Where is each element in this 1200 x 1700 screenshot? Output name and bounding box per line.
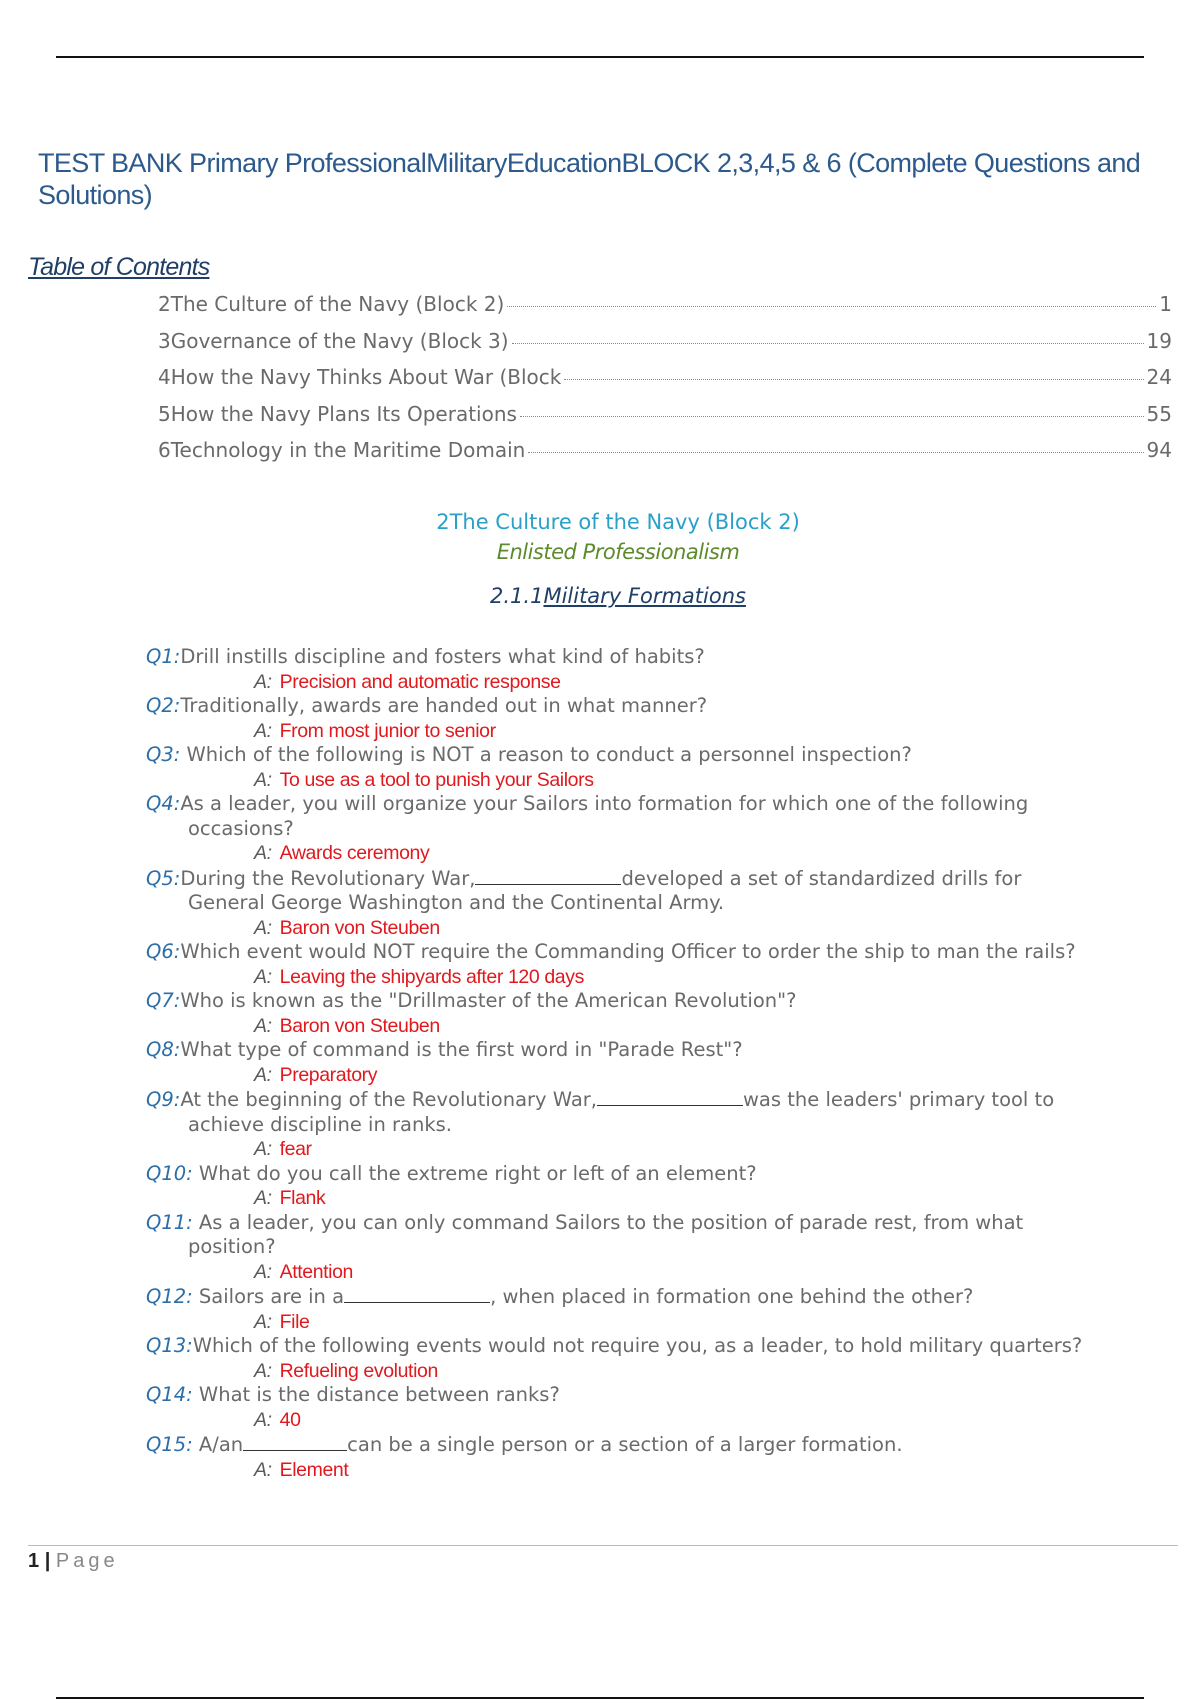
- toc-entry-page[interactable]: 24: [1146, 365, 1172, 389]
- answer-text: Attention: [279, 1260, 353, 1283]
- footer-separator: |: [44, 1550, 51, 1572]
- answer: [146, 1063, 1086, 1088]
- answer-label: A:: [254, 1260, 272, 1283]
- fill-in-blank: [597, 1087, 743, 1106]
- answer: [146, 768, 1086, 793]
- question-number: Q10:: [146, 1161, 193, 1185]
- answer-label: A:: [254, 670, 272, 693]
- answer-text: Refueling evolution: [279, 1359, 438, 1382]
- subsection-number: 2.1.1: [490, 584, 544, 608]
- question-number: Q2:: [146, 694, 181, 717]
- section-subtitle: Enlisted Professionalism: [496, 540, 740, 564]
- question-text-continued: was the leaders' primary tool to achieve discipline in ranks.: [188, 1088, 1055, 1136]
- question: [146, 1211, 1086, 1260]
- question: [146, 1432, 1086, 1458]
- question-number: Q15:: [146, 1433, 193, 1456]
- toc-leader-dots: [507, 306, 1156, 307]
- answer-text: Flank: [279, 1187, 326, 1209]
- footer-page-word: Page: [55, 1550, 119, 1572]
- answer: [146, 670, 1086, 695]
- fill-in-blank: [243, 1432, 347, 1451]
- page-footer: [28, 1550, 119, 1573]
- answer: [146, 1310, 1086, 1335]
- answer: [146, 1014, 1086, 1039]
- footer-page-number: 1: [28, 1550, 40, 1572]
- toc-entry[interactable]: [158, 438, 1172, 475]
- answer-label: A:: [254, 1014, 272, 1037]
- toc-entry-label[interactable]: 4How the Navy Thinks About War (Block: [158, 365, 562, 389]
- question-number: Q12:: [146, 1285, 193, 1308]
- answer-text: 40: [279, 1408, 301, 1431]
- question-number: Q5:: [146, 866, 181, 890]
- footer-rule: [28, 1545, 1178, 1546]
- question-text: What type of command is the first word in "Parade Rest"?: [180, 1038, 743, 1061]
- question-text-continued: , when placed in formation one behind the other?: [490, 1285, 974, 1308]
- answer-text: fear: [279, 1138, 312, 1160]
- answer: [146, 1186, 1086, 1211]
- answer-text: File: [279, 1310, 310, 1333]
- answer: [146, 1137, 1086, 1162]
- question-text: Traditionally, awards are handed out in what manner?: [180, 694, 708, 717]
- fill-in-blank: [475, 866, 621, 885]
- answer-text: Leaving the shipyards after 120 days: [279, 965, 584, 988]
- question: [146, 1284, 1086, 1310]
- question: [146, 1383, 1086, 1408]
- question-text: Sailors are in a: [192, 1285, 345, 1308]
- question-number: Q7:: [146, 989, 181, 1012]
- toc-entry-page[interactable]: 94: [1146, 438, 1172, 462]
- question-text: What do you call the extreme right or left of an element?: [192, 1161, 757, 1185]
- toc-entry-page[interactable]: 19: [1146, 328, 1172, 353]
- answer-text: Baron von Steuben: [279, 916, 440, 939]
- toc-leader-dots: [512, 343, 1144, 344]
- question: [146, 1334, 1086, 1359]
- toc-entry-label[interactable]: 3Governance of the Navy (Block 3): [158, 328, 509, 353]
- toc-heading: Table of Contents: [28, 253, 210, 281]
- question: [146, 792, 1086, 841]
- question-text-continued: can be a single person or a section of a larger formation.: [347, 1433, 903, 1456]
- toc-entry[interactable]: [158, 329, 1172, 366]
- question-text: At the beginning of the Revolutionary War,: [180, 1088, 597, 1111]
- question: [146, 989, 1086, 1014]
- table-of-contents: [158, 292, 1172, 475]
- answer: [146, 965, 1086, 990]
- answer-label: A:: [254, 916, 272, 939]
- question-text: Who is known as the "Drillmaster of the American Revolution"?: [180, 989, 797, 1012]
- document-title: TEST BANK Primary ProfessionalMilitaryEducationBLOCK 2,3,4,5 & 6 (Complete Questions and Solutions): [38, 148, 1141, 210]
- answer-label: A:: [254, 842, 272, 864]
- answer-label: A:: [254, 1063, 272, 1086]
- question: [146, 694, 1086, 719]
- question-number: Q1:: [146, 645, 181, 668]
- subsection-heading: [0, 584, 1200, 608]
- answer-label: A:: [254, 1187, 272, 1209]
- question-text: Which event would NOT require the Commanding Officer to order the ship to man the rails?: [180, 940, 1076, 963]
- answer-label: A:: [254, 1458, 272, 1481]
- subsection-name: Military Formations: [543, 584, 746, 608]
- question-number: Q8:: [146, 1038, 181, 1061]
- question: [146, 743, 1086, 768]
- question-text: Which of the following events would not require you, as a leader, to hold military quarters?: [192, 1334, 1083, 1357]
- question-text: Which of the following is NOT a reason to conduct a personnel inspection?: [180, 743, 912, 766]
- answer-text: Awards ceremony: [279, 842, 430, 864]
- toc-entry-page[interactable]: 1: [1159, 292, 1172, 316]
- toc-entry[interactable]: [158, 292, 1172, 329]
- question-text: During the Revolutionary War,: [180, 866, 476, 890]
- answer-label: A:: [254, 1408, 272, 1431]
- fill-in-blank: [344, 1284, 490, 1303]
- question-text-continued: developed a set of standardized drills for General George Washington and the Continental Army.: [188, 866, 1022, 914]
- answer-label: A:: [254, 1359, 272, 1382]
- toc-entry-label[interactable]: 5How the Navy Plans Its Operations: [158, 401, 517, 426]
- answer: [146, 1408, 1086, 1433]
- question-number: Q3:: [146, 743, 181, 766]
- footer-bottom-rule: [56, 1697, 1144, 1699]
- question: [146, 645, 1086, 670]
- toc-leader-dots: [564, 379, 1143, 380]
- answer: [146, 719, 1086, 744]
- header-rule: [56, 56, 1144, 58]
- question: [146, 866, 1086, 916]
- answer-label: A:: [254, 1310, 272, 1333]
- answer: [146, 916, 1086, 941]
- toc-entry-page[interactable]: 55: [1146, 401, 1172, 426]
- answer-text: Baron von Steuben: [279, 1014, 440, 1037]
- toc-entry[interactable]: [158, 402, 1172, 439]
- toc-entry[interactable]: [158, 365, 1172, 402]
- answer: [146, 1260, 1086, 1285]
- question: [146, 1162, 1086, 1187]
- answer-text: Element: [279, 1458, 349, 1481]
- answer-label: A:: [254, 768, 272, 791]
- question: [146, 1087, 1086, 1137]
- answer-text: From most junior to senior: [279, 719, 496, 742]
- answer-label: A:: [254, 1138, 272, 1160]
- answer-label: A:: [254, 965, 272, 988]
- question-text: Drill instills discipline and fosters what kind of habits?: [180, 645, 705, 668]
- question-text: A/an: [192, 1433, 244, 1456]
- toc-leader-dots: [528, 452, 1143, 453]
- question-number: Q9:: [146, 1088, 181, 1111]
- answer-text: Precision and automatic response: [279, 670, 561, 693]
- answer-text: Preparatory: [279, 1063, 378, 1086]
- question-number: Q13:: [146, 1334, 193, 1357]
- toc-entry-label[interactable]: 6Technology in the Maritime Domain: [158, 438, 526, 462]
- question-text: As a leader, you can only command Sailors to the position of parade rest, from what position?: [188, 1210, 1024, 1258]
- question-number: Q4:: [146, 792, 181, 815]
- question-text: As a leader, you will organize your Sailors into formation for which one of the following occasions?: [180, 792, 1029, 840]
- question-list: [146, 645, 1086, 1482]
- question-number: Q11:: [146, 1210, 193, 1234]
- toc-entry-label[interactable]: 2The Culture of the Navy (Block 2): [158, 292, 505, 316]
- toc-leader-dots: [520, 416, 1144, 417]
- question: [146, 1038, 1086, 1063]
- question-text: What is the distance between ranks?: [192, 1383, 560, 1406]
- answer: [146, 1359, 1086, 1384]
- answer: [146, 841, 1086, 866]
- answer-label: A:: [254, 719, 272, 742]
- answer-text: To use as a tool to punish your Sailors: [279, 768, 594, 791]
- question-number: Q14:: [146, 1383, 193, 1406]
- question: [146, 940, 1086, 965]
- section-title: 2The Culture of the Navy (Block 2): [436, 510, 800, 534]
- answer: [146, 1458, 1086, 1483]
- question-number: Q6:: [146, 940, 181, 963]
